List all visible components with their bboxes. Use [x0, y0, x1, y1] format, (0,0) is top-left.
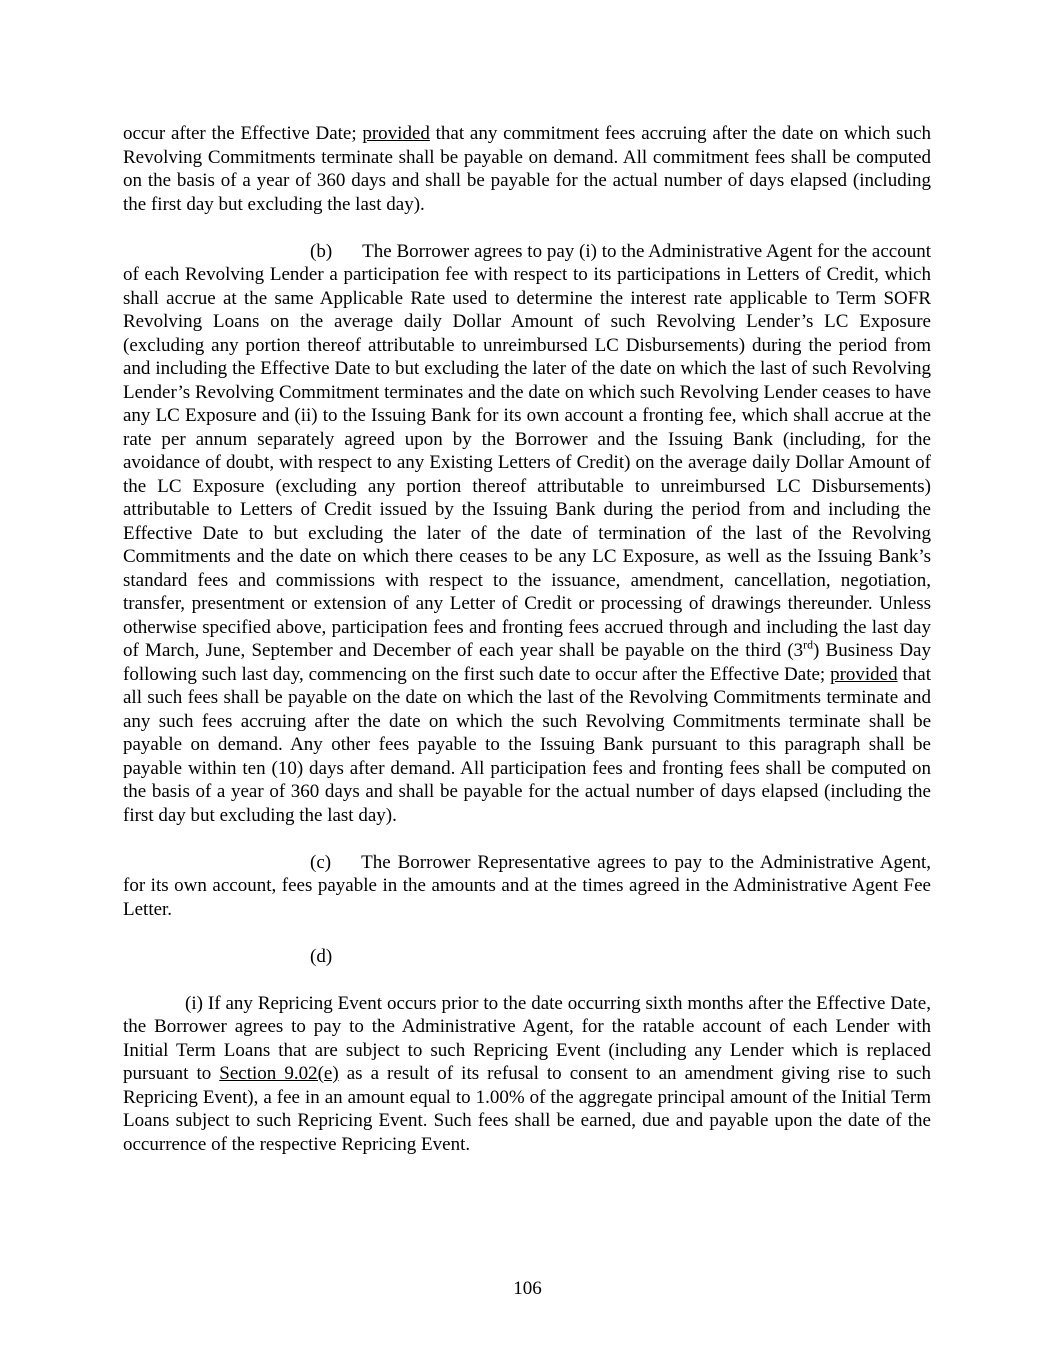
clause-label-d: (d)	[310, 945, 333, 967]
text-run: The Borrower agrees to pay (i) to the Administrative Agent for the account of each Revolving Lender a participation fee with respect to its participations in Letters of Credit, which shall accrue at the same Applicable Rate used to determine the interest rate applicable to Term SOFR Revolving Loans on the average daily Dollar Amount of such Revolving Lender’s LC Exposure (excluding any portion thereof attributable to unreimbursed LC Disbursements) during the period from and including the Effective Date to but excluding the later of the date on which the last of such Revolving Lender’s Revolving Commitment terminates and the date on which such Revolving Lender ceases to have any LC Exposure and (ii) to the Issuing Bank for its own account a fronting fee, which shall accrue at the rate per annum separately agreed upon by the Borrower and the Issuing Bank (including, for the avoidance of doubt, with respect to any Existing Letters of Credit) on the average daily Dollar Amount of the LC Exposure (excluding any portion thereof attributable to unreimbursed LC Disbursements) attributable to Letters of Credit issued by the Issuing Bank during the period from and including the Effective Date to but excluding the later of the date of termination of the last of the Revolving Commitments and the date on which there ceases to be any LC Exposure, as well as the Issuing Bank’s standard fees and commissions with respect to the issuance, amendment, cancellation, negotiation, transfer, presentment or extension of any Letter of Credit or processing of drawings thereunder. Unless otherwise specified above, participation fees and fronting fees accrued through and including the last day of March, June, September and December of each year shall be payable on the third (3	[123, 240, 931, 661]
continuation-paragraph	[123, 122, 931, 216]
defined-term-provided: provided	[830, 663, 898, 685]
text-run: that any commitment fees accruing after the date on which such Revolving Commitments terminate shall be payable on demand. All commitment fees shall be computed on the basis of a year of 360 days and shall be payable for the actual number of days elapsed (including the first day but excluding the last day).	[123, 123, 931, 215]
page-number: 106	[513, 1278, 542, 1299]
defined-term-provided: provided	[362, 123, 430, 144]
text-run: that all such fees shall be payable on the date on which the last of the Revolving Commitments terminate and any such fees accruing after the date on which the such Revolving Commitments terminate shall be payable on demand. Any other fees payable to the Issuing Bank pursuant to this paragraph shall be payable within ten (10) days after demand. All participation fees and fronting fees shall be computed on the basis of a year of 360 days and shall be payable for the actual number of days elapsed (including the first day but excluding the last day).	[123, 663, 932, 826]
text-run: occur after the Effective Date;	[123, 123, 363, 144]
ordinal-superscript: rd	[803, 638, 813, 652]
clause-label-b: (b)	[310, 240, 333, 262]
text-run: ) Business Day following such last day, commencing on the first such date to occur after the Effective Date;	[123, 640, 931, 685]
text-run: (i) If any Repricing Event occurs prior to the date occurring sixth months after the Effective Date, the Borrower agrees to pay to the Administrative Agent, for the ratable account of each Lender with Initial Term Loans that are subject to such Repricing Event (including any Lender which is replaced pursuant to	[123, 992, 931, 1084]
clause-label-c: (c)	[310, 851, 332, 873]
paragraph-c	[123, 851, 931, 922]
text-run: The Borrower Representative agrees to pay to the Administrative Agent, for its own account, fees payable in the amounts and at the times agreed in the Administrative Agent Fee Letter.	[123, 851, 931, 920]
section-reference: Section 9.02(e)	[219, 1063, 339, 1084]
paragraph-d	[123, 945, 931, 969]
text-run: as a result of its refusal to consent to an amendment giving rise to such Repricing Event), a fee in an amount equal to 1.00% of the aggregate principal amount of the Initial Term Loans subject to such Repricing Event. Such fees shall be earned, due and payable upon the date of the occurrence of the respective Repricing Event.	[123, 1063, 931, 1155]
paragraph-i	[123, 992, 931, 1157]
paragraph-b	[123, 240, 931, 828]
